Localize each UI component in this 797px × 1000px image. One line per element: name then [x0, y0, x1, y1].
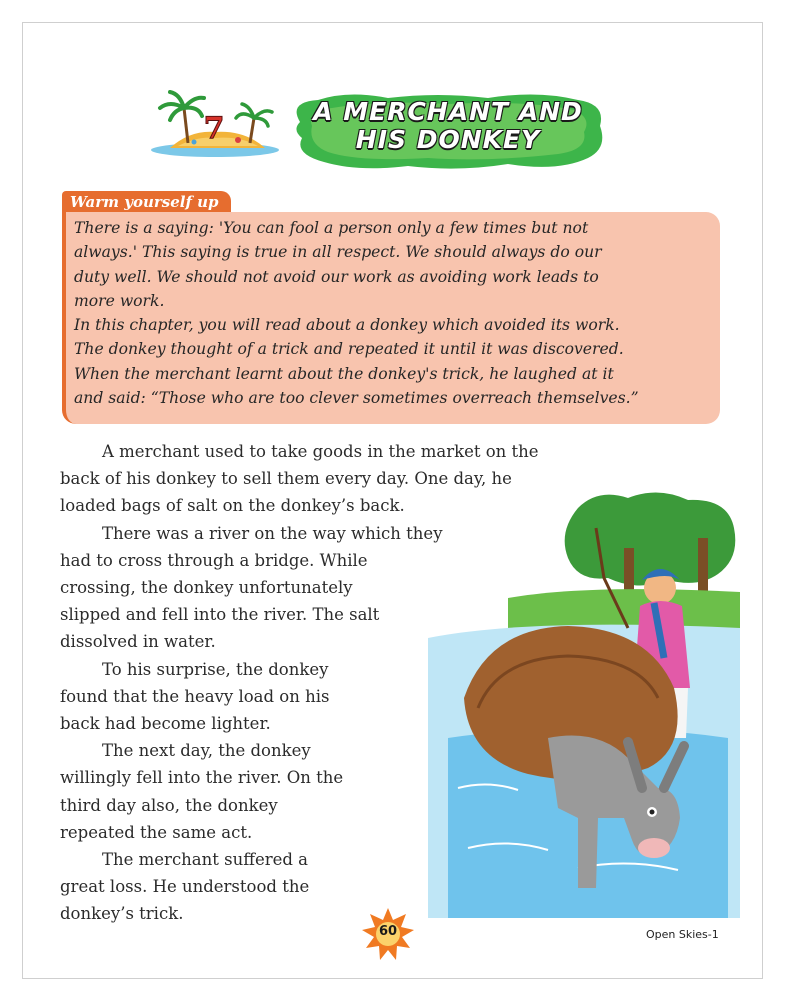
page-number: 60	[378, 924, 398, 939]
chapter-number: 7	[203, 111, 225, 146]
story-line: A merchant used to take goods in the market on the	[102, 442, 539, 461]
warm-up-line: duty well. We should not avoid our work as avoiding work leads to	[74, 267, 599, 286]
story-line: There was a river on the way which they	[102, 523, 443, 543]
story-line: The merchant suffered a	[102, 850, 309, 870]
book-name: Open Skies-1	[646, 928, 719, 941]
story-line: great loss. He understood the	[60, 877, 310, 897]
story-line: willingly fell into the river. On the	[60, 768, 344, 788]
story-line: crossing, the donkey unfortunately	[60, 578, 353, 598]
warm-up-line: and said: “Those who are too clever sometimes overreach themselves.”	[74, 389, 639, 408]
warm-up-heading: Warm yourself up	[62, 191, 231, 213]
merchant-donkey-illustration	[428, 488, 740, 918]
story-line: third day also, the donkey	[60, 795, 278, 815]
chapter-island-badge	[150, 88, 280, 160]
story-line: repeated the same act.	[60, 822, 253, 842]
warm-up-text	[74, 216, 714, 410]
chapter-title-line1: A MERCHANT AND	[313, 97, 583, 126]
warm-up-line: There is a saying: 'You can fool a person only a few times but not	[74, 219, 589, 237]
warm-up-line: always.' This saying is true in all respect. We should always do our	[74, 243, 602, 262]
story-line: To his surprise, the donkey	[102, 659, 329, 679]
chapter-title	[288, 98, 608, 154]
warm-up-line: The donkey thought of a trick and repeated it until it was discovered.	[74, 340, 624, 359]
story-line: back of his donkey to sell them every day. One day, he	[60, 469, 512, 489]
story-line: donkey’s trick.	[60, 904, 184, 924]
story-line: back had become lighter.	[60, 714, 271, 734]
story-line: dissolved in water.	[60, 632, 216, 652]
warm-up-line: When the merchant learnt about the donkey's trick, he laughed at it	[74, 364, 614, 383]
chapter-title-line2: HIS DONKEY	[355, 125, 541, 154]
story-line: slipped and fell into the river. The salt	[60, 605, 380, 625]
story-line: found that the heavy load on his	[60, 686, 330, 706]
warm-up-line: more work.	[74, 291, 165, 310]
story-line: The next day, the donkey	[102, 741, 311, 761]
warm-up-line: In this chapter, you will read about a donkey which avoided its work.	[74, 316, 620, 335]
story-line: loaded bags of salt on the donkey’s back.	[60, 496, 405, 516]
story-line: had to cross through a bridge. While	[60, 550, 368, 570]
